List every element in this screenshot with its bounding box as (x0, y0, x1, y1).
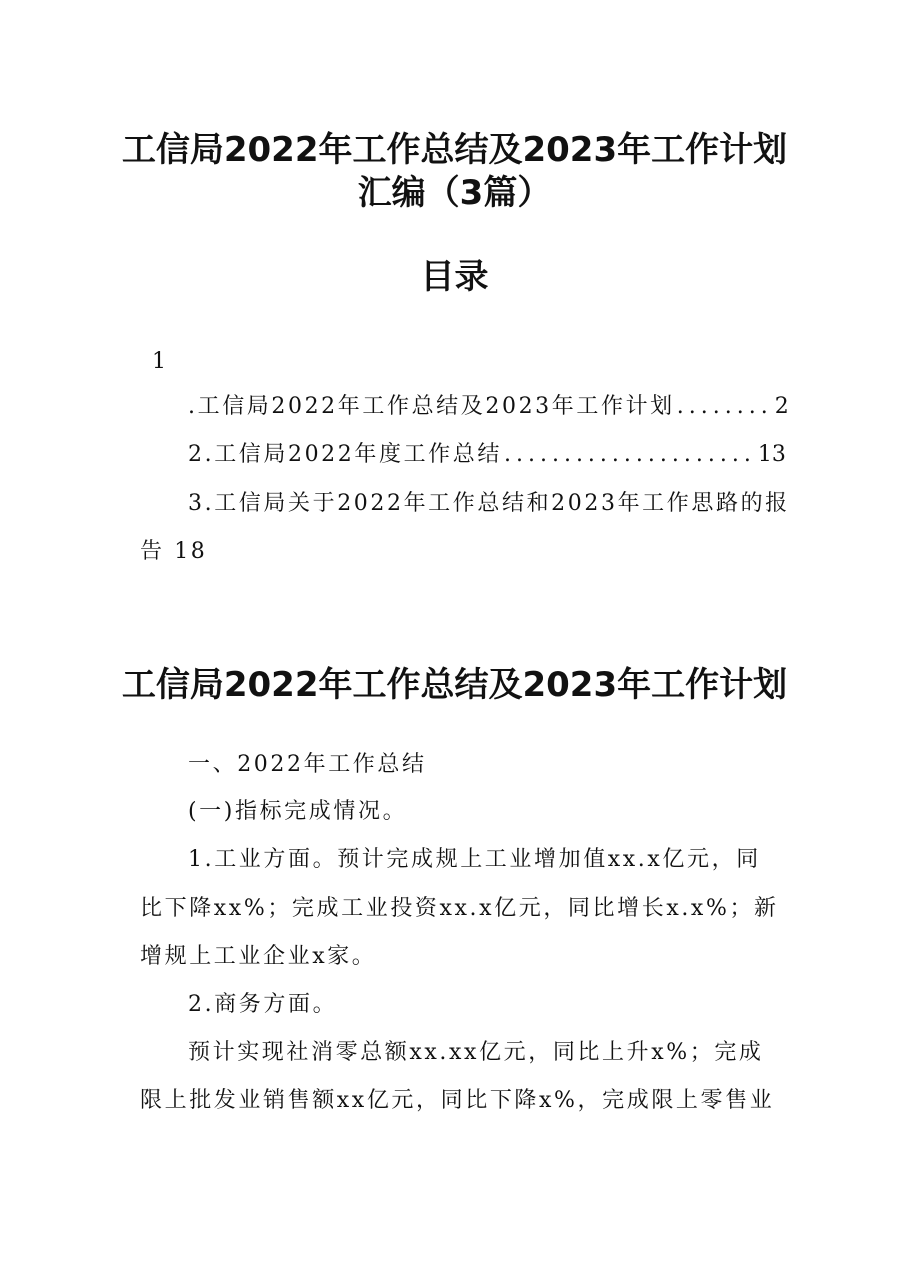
paragraph-line: 比下降xx%；完成工业投资xx.x亿元，同比增长x.x%；新 (140, 896, 779, 921)
paragraph-subheading-1: (一)指标完成情况。 (188, 799, 408, 824)
paragraph-line: 1.工业方面。预计完成规上工业增加值xx.x亿元，同 (188, 847, 761, 872)
paragraph-subheading-2: 2.商务方面。 (188, 992, 338, 1017)
toc-entry-leader: ........ (676, 394, 773, 419)
toc-entry-3-line2[interactable]: 告 18 (140, 539, 208, 564)
document-title-line1: 工信局2022年工作总结及2023年工作计划 (121, 130, 788, 170)
paragraph-line: 限上批发业销售额xx亿元，同比下降x%，完成限上零售业 (140, 1088, 775, 1113)
paragraph-line: 增规上工业企业x家。 (140, 944, 377, 969)
toc-heading: 目录 (420, 257, 489, 297)
paragraph-heading-1: 一、2022年工作总结 (188, 752, 427, 777)
toc-entry-page: 2 (774, 394, 789, 419)
toc-entry-page: 13 (757, 442, 786, 467)
toc-entry-2[interactable] (188, 440, 786, 470)
toc-entry-1[interactable] (188, 392, 789, 422)
toc-entry-3-line1[interactable]: 3.工信局关于2022年工作总结和2023年工作思路的报 (188, 491, 790, 516)
toc-entry-text: 2.工信局2022年度工作总结 (188, 442, 502, 467)
paragraph-line: 预计实现社消零总额xx.xx亿元，同比上升x%；完成 (188, 1040, 764, 1065)
toc-entry-leader: ..................... (503, 442, 756, 467)
toc-stray-number: 1 (152, 349, 169, 374)
toc-entry-text: .工信局2022年工作总结及2023年工作计划 (188, 394, 675, 419)
document-title-line2: 汇编（3篇） (357, 173, 552, 213)
section-title: 工信局2022年工作总结及2023年工作计划 (121, 665, 788, 705)
